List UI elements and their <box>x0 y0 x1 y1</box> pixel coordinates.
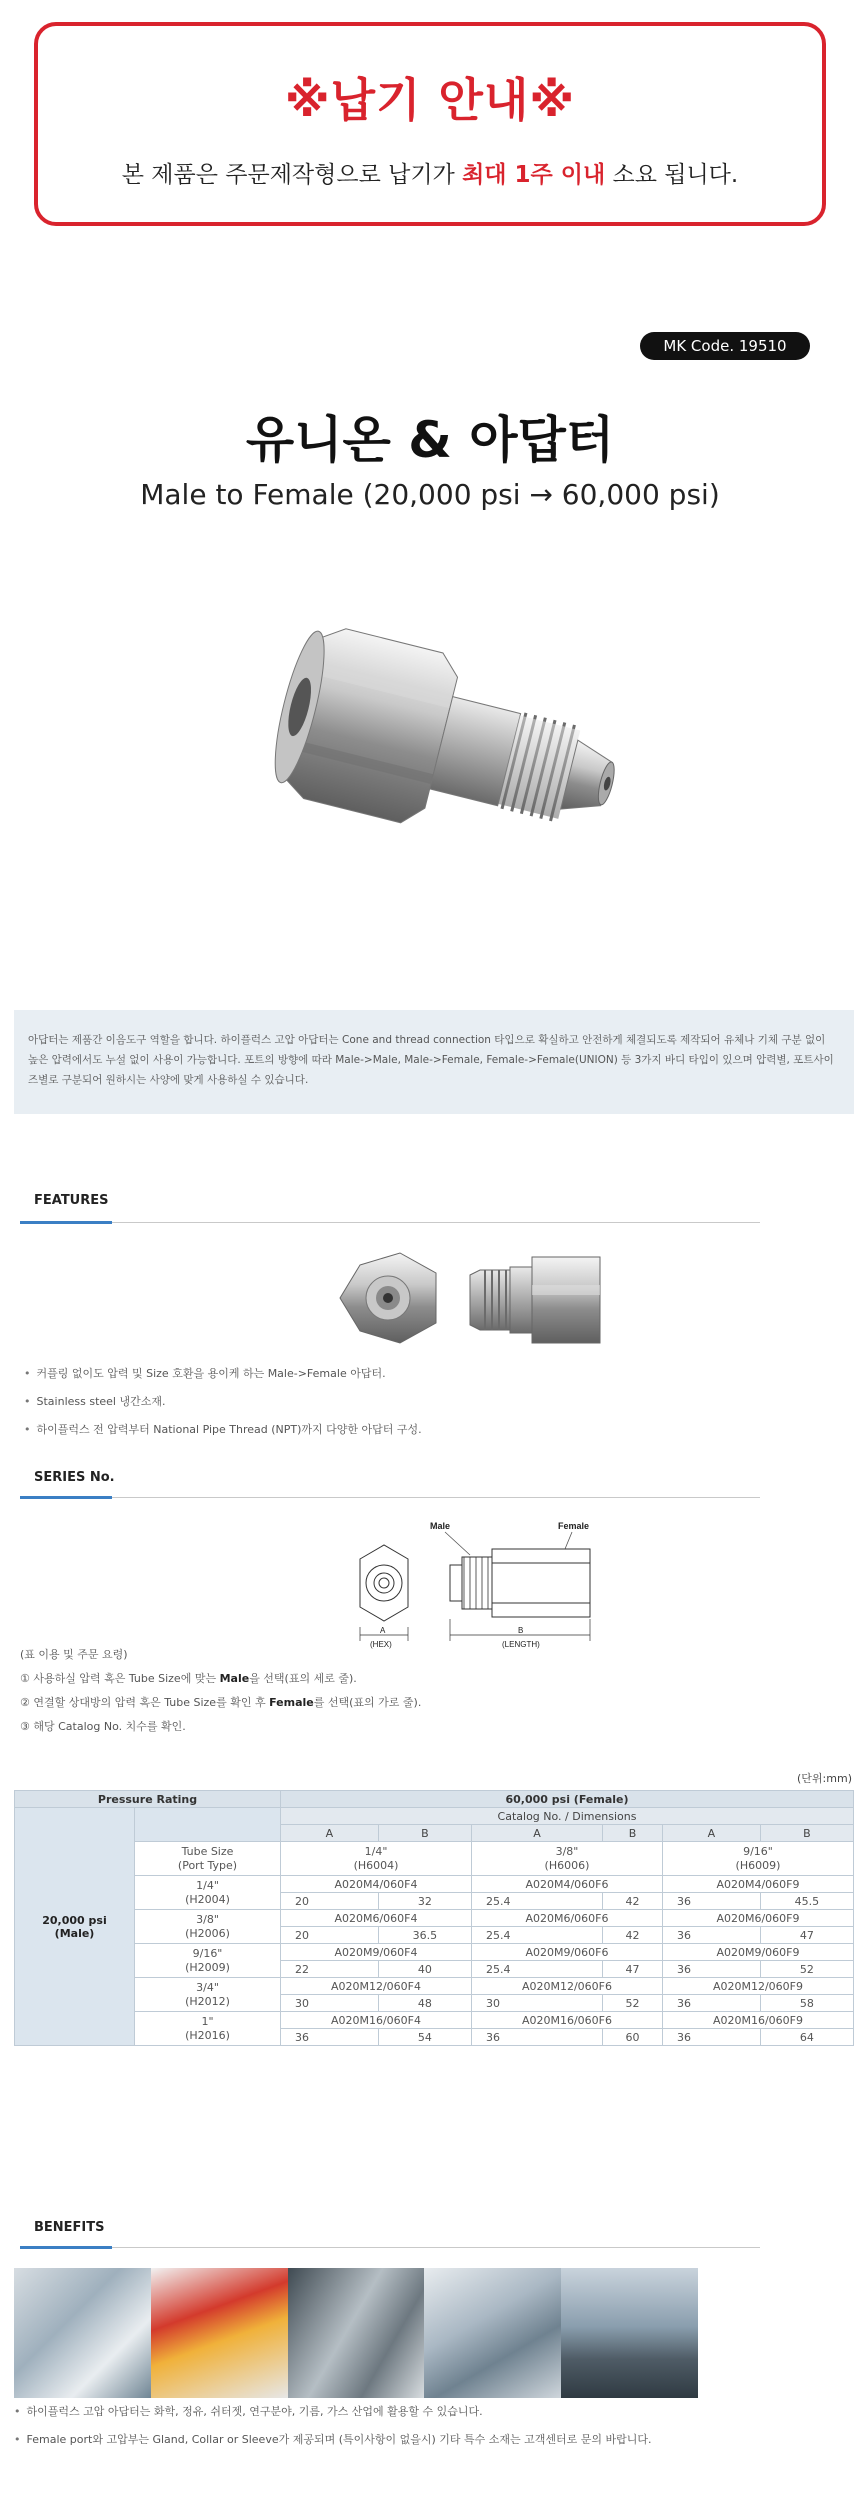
male-label: (Male) <box>54 1926 95 1940</box>
benefit-item: • Female port와 고압부는 Gland, Collar or Sleeve가 제공되며 (특이사항이 없을시) 기타 특수 소재는 고객센터로 문의 바랍니다. <box>14 2426 652 2454</box>
benefits-divider <box>20 2247 760 2248</box>
catalog-table <box>14 1790 854 2046</box>
dim-a: 36 <box>281 2029 379 2046</box>
benefits-heading: BENEFITS <box>34 2220 105 2235</box>
note-item <box>20 1667 421 1691</box>
dim-a: 25.4 <box>471 1961 602 1978</box>
dim-a: 20 <box>281 1893 379 1910</box>
dim-a: 36 <box>662 1927 760 1944</box>
dim-b: 58 <box>760 1995 853 2012</box>
male-size-cell <box>135 2012 281 2046</box>
dim-b: 42 <box>602 1927 662 1944</box>
female-port: (H6009) <box>735 1858 781 1872</box>
diagram-a-label: A <box>380 1626 386 1635</box>
benefit-item: • 하이플럭스 고압 아답터는 화학, 정유, 쉬터젯, 연구분야, 기름, 가스 산업에 활용할 수 있습니다. <box>14 2398 652 2426</box>
male-port: (H2009) <box>185 1960 230 1974</box>
dim-b: 52 <box>760 1961 853 1978</box>
dim-a: 36 <box>471 2029 602 2046</box>
dim-a: 30 <box>281 1995 379 2012</box>
features-heading: FEATURES <box>34 1193 109 1208</box>
feature-item: • 커플링 없이도 압력 및 Size 호환을 용이케 하는 Male->Female 아답터. <box>24 1360 422 1388</box>
note-bold: Male <box>219 1672 250 1685</box>
female-size: 9/16" <box>743 1844 773 1858</box>
catalog-number: A020M9/060F4 <box>281 1944 472 1961</box>
notice-title: ※납기 안내※ <box>284 73 576 127</box>
female-size: 3/8" <box>555 1844 579 1858</box>
male-size: 9/16" <box>192 1946 223 1960</box>
catalog-number: A020M16/060F9 <box>662 2012 853 2029</box>
unit-label: (단위:mm) <box>797 1772 852 1785</box>
dim-b: 36.5 <box>378 1927 471 1944</box>
adapter-dimension-diagram <box>340 1515 610 1655</box>
male-pressure: 20,000 psi <box>42 1913 107 1927</box>
note-text: 를 선택(표의 가로 줄). <box>313 1696 422 1709</box>
product-title: 유니온 & 아답터 <box>245 411 615 469</box>
dim-a: 22 <box>281 1961 379 1978</box>
tube-size-header <box>135 1842 281 1876</box>
delivery-notice <box>34 22 826 226</box>
feature-item: • 하이플럭스 전 압력부터 National Pipe Thread (NPT)까지 다양한 아답터 구성. <box>24 1416 422 1444</box>
catalog-header: Catalog No. / Dimensions <box>281 1808 854 1825</box>
male-port: (H2006) <box>185 1926 230 1940</box>
male-size-cell <box>135 1876 281 1910</box>
catalog-number: A020M12/060F4 <box>281 1978 472 1995</box>
catalog-number: A020M9/060F6 <box>471 1944 662 1961</box>
feature-item: • Stainless steel 냉간소재. <box>24 1388 422 1416</box>
notice-body <box>38 156 822 189</box>
catalog-number: A020M4/060F6 <box>471 1876 662 1893</box>
male-port: (H2004) <box>185 1892 230 1906</box>
product-subtitle: Male to Female (20,000 psi → 60,000 psi) <box>140 478 720 511</box>
col-b: B <box>602 1825 662 1842</box>
diagram-length-label: (LENGTH) <box>502 1640 540 1649</box>
female-size-cell <box>662 1842 853 1876</box>
order-notes <box>20 1643 421 1739</box>
notes-intro: (표 이용 및 주문 요령) <box>20 1648 128 1661</box>
male-port: (H2012) <box>185 1994 230 2008</box>
female-port: (H6006) <box>544 1858 590 1872</box>
male-size-cell <box>135 1944 281 1978</box>
dim-b: 47 <box>602 1961 662 1978</box>
catalog-number: A020M6/060F6 <box>471 1910 662 1927</box>
water-jet-photo <box>288 2268 425 2398</box>
dim-b: 40 <box>378 1961 471 1978</box>
male-size: 3/8" <box>196 1912 219 1926</box>
catalog-number: A020M6/060F9 <box>662 1910 853 1927</box>
dim-a: 30 <box>471 1995 602 2012</box>
dim-b: 60 <box>602 2029 662 2046</box>
male-size: 3/4" <box>196 1980 219 1994</box>
chemistry-flask-photo <box>151 2268 288 2398</box>
dim-a: 36 <box>662 1995 760 2012</box>
tube-size-label: Tube Size <box>181 1844 234 1858</box>
notice-highlight: 최대 1주 이내 <box>462 162 606 188</box>
col-a: A <box>662 1825 760 1842</box>
col-a: A <box>281 1825 379 1842</box>
dim-b: 64 <box>760 2029 853 2046</box>
dim-a: 36 <box>662 2029 760 2046</box>
male-size: 1" <box>201 2014 214 2028</box>
lab-pipette-photo <box>14 2268 151 2398</box>
dim-b: 47 <box>760 1927 853 1944</box>
adapter-features-image <box>330 1245 610 1355</box>
dim-b: 54 <box>378 2029 471 2046</box>
female-pressure-header: 60,000 psi (Female) <box>281 1791 854 1808</box>
note-text: ② 연결할 상대방의 압력 혹은 Tube Size를 확인 후 <box>20 1696 270 1709</box>
catalog-number: A020M9/060F9 <box>662 1944 853 1961</box>
col-b: B <box>378 1825 471 1842</box>
mk-code-badge: MK Code. 19510 <box>640 332 810 360</box>
dim-a: 36 <box>662 1961 760 1978</box>
dim-a: 25.4 <box>471 1893 602 1910</box>
female-port: (H6004) <box>353 1858 399 1872</box>
catalog-number: A020M4/060F9 <box>662 1876 853 1893</box>
diagram-hex-label: (HEX) <box>370 1640 392 1649</box>
dim-b: 48 <box>378 1995 471 2012</box>
notice-body-prefix: 본 제품은 주문제작형으로 납기가 <box>121 162 463 188</box>
note-text: 을 선택(표의 세로 줄). <box>249 1672 357 1685</box>
note-text: ① 사용하실 압력 혹은 Tube Size에 맞는 <box>20 1672 220 1685</box>
series-heading: SERIES No. <box>34 1470 115 1485</box>
note-item: ③ 해당 Catalog No. 치수를 확인. <box>20 1720 186 1733</box>
catalog-number: A020M6/060F4 <box>281 1910 472 1927</box>
offshore-rig-photo <box>561 2268 698 2398</box>
male-pressure-cell <box>15 1808 135 2046</box>
dim-b: 52 <box>602 1995 662 2012</box>
gas-pipeline-photo <box>424 2268 561 2398</box>
diagram-b-label: B <box>518 1626 524 1635</box>
dim-b: 42 <box>602 1893 662 1910</box>
male-size: 1/4" <box>196 1878 219 1892</box>
col-a: A <box>471 1825 602 1842</box>
diagram-female-label: Female <box>558 1521 590 1531</box>
female-size-cell <box>471 1842 662 1876</box>
male-port: (H2016) <box>185 2028 230 2042</box>
description-line: 아답터는 제품간 이음도구 역할을 합니다. 하이플럭스 고압 아답터는 Cone and thread connection 타입으로 확실하고 안전하게 체결되도록 제작되어 유체나 기체 구분 없이 <box>28 1034 826 1046</box>
benefits-photo-strip <box>14 2268 698 2398</box>
blank-cell <box>135 1808 281 1842</box>
catalog-number: A020M16/060F6 <box>471 2012 662 2029</box>
catalog-number: A020M12/060F6 <box>471 1978 662 1995</box>
benefits-list <box>14 2398 652 2454</box>
port-type-label: (Port Type) <box>177 1858 238 1872</box>
note-item <box>20 1691 421 1715</box>
features-divider <box>20 1222 760 1223</box>
dim-a: 20 <box>281 1927 379 1944</box>
female-size-cell <box>281 1842 472 1876</box>
notice-body-suffix: 소요 됩니다. <box>605 162 739 188</box>
dim-b: 32 <box>378 1893 471 1910</box>
features-list <box>24 1360 422 1444</box>
male-size-cell <box>135 1910 281 1944</box>
adapter-product-image <box>250 600 670 900</box>
catalog-number: A020M4/060F4 <box>281 1876 472 1893</box>
series-divider <box>20 1497 760 1498</box>
dim-a: 36 <box>662 1893 760 1910</box>
description-line: 높은 압력에서도 누설 없이 사용이 가능합니다. 포트의 방향에 따라 Male->Male, Male->Female, Female->Female(UNION) 등 3가지 바디 타입이 있으며 압력별, 포트사이 <box>28 1054 834 1066</box>
catalog-number: A020M12/060F9 <box>662 1978 853 1995</box>
female-size: 1/4" <box>364 1844 388 1858</box>
col-b: B <box>760 1825 853 1842</box>
description-line: 즈별로 구분되어 원하시는 사양에 맞게 사용하실 수 있습니다. <box>28 1074 309 1086</box>
dim-b: 45.5 <box>760 1893 853 1910</box>
pressure-rating-header: Pressure Rating <box>15 1791 281 1808</box>
note-bold: Female <box>269 1696 314 1709</box>
diagram-male-label: Male <box>430 1521 451 1531</box>
catalog-number: A020M16/060F4 <box>281 2012 472 2029</box>
product-description <box>14 1010 854 1114</box>
dim-a: 25.4 <box>471 1927 602 1944</box>
male-size-cell <box>135 1978 281 2012</box>
